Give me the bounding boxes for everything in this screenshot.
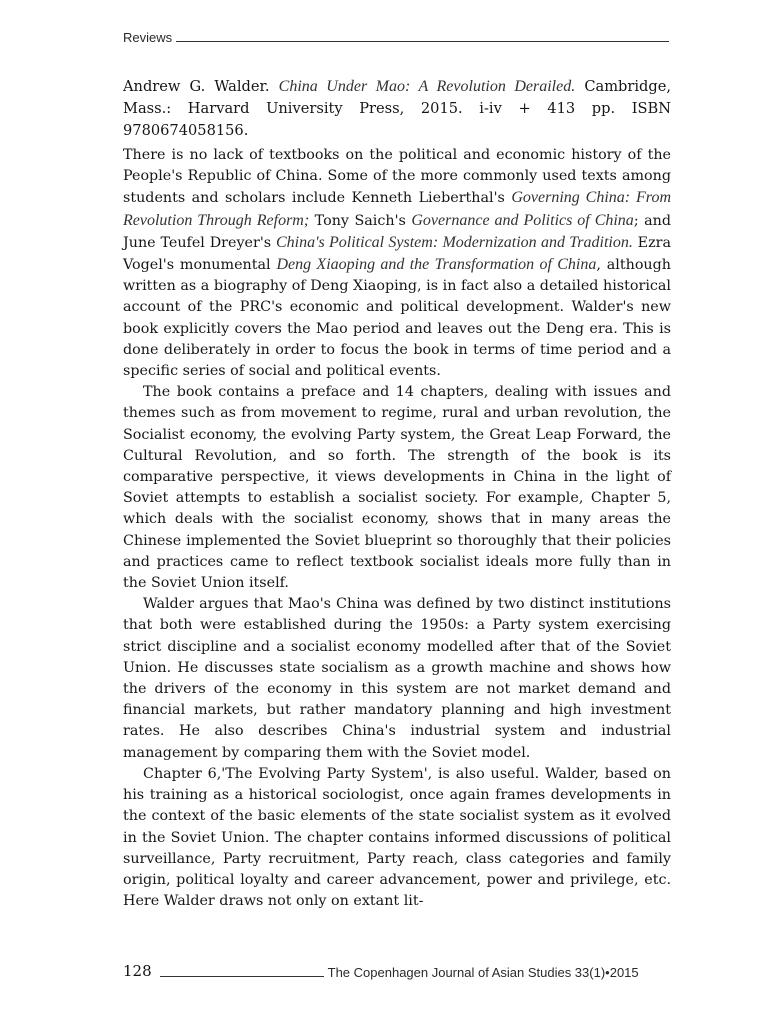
citation-book-title: China Under Mao: A Revolution Derailed. — [278, 78, 576, 95]
paragraph-text: Ezra Vogel's monumental — [123, 234, 672, 274]
review-paragraph — [123, 145, 671, 382]
italic-title: Deng Xiaoping and the Transformation of China — [276, 256, 597, 274]
paragraph-text: Tony Saich's — [309, 212, 412, 229]
paragraph-text: , although written as a biography of Deng Xiaoping, is in fact also a detailed historical account of the PRC's economic and political development. Walder's new book explicitly covers the Mao period and leaves out the Deng era. This is done deliberately in order to focus the book in terms of time period and a specific series of social and political events. — [123, 257, 672, 380]
book-citation: Andrew G. Walder. China Under Mao: A Revolution Derailed. Cambridge, Mass.: Harvard University Press, 2015. i-iv + 413 pp. ISBN 9780674058156. — [123, 78, 671, 139]
page-number: 128 — [123, 962, 152, 980]
citation-publication: Cambridge, Mass.: Harvard University Press, 2015. i-iv + 413 pp. ISBN 9780674058156. — [123, 78, 671, 139]
review-paragraph — [123, 382, 671, 594]
review-paragraph — [123, 594, 671, 764]
paragraph-text: There is no lack of textbooks on the political and economic history of the People's Republic of China. Some of the more commonly used texts among students and scholars include Kenneth Lieberthal's — [123, 147, 671, 207]
footer-rule — [160, 976, 324, 977]
paragraph-text: ; and June Teufel Dreyer's — [123, 212, 672, 251]
paragraph-text: Chapter 6,'The Evolving Party System', is also useful. Walder, based on his training as a historical sociologist, once again frames developments in the context of the basic elements of the state socialist system as it evolved in the Soviet Union. The chapter contains informed discussions of political surveillance, Party recruitment, Party reach, class categories and family origin, political loyalty and career advancement, power and privilege, etc. Here Walder draws not only on extant lit- — [123, 765, 671, 910]
italic-title: Governance and Politics of China — [411, 211, 634, 229]
running-header — [123, 30, 669, 45]
header-rule — [176, 41, 669, 42]
paragraph-text: Walder argues that Mao's China was defined by two distinct institutions that both were established during the 1950s: a Party system exercising strict discipline and a socialist economy modelled after that of the Soviet Union. He discusses state socialism as a growth machine and shows how the drivers of the economy in this system are not market demand and financial markets, but rather mandatory planning and high investment rates. He also describes China's industrial system and industrial management by comparing them with the Soviet model. — [123, 596, 671, 761]
paragraph-text: The book contains a preface and 14 chapters, dealing with issues and themes such as from movement to regime, rural and urban revolution, the Socialist economy, the evolving Party system, the Great Leap Forward, the Cultural Revolution, and so forth. The strength of the book is its comparative perspective, it views developments in China in the light of Soviet attempts to establish a socialist society. For example, Chapter 5, which deals with the socialist economy, shows that in many areas the Chinese implemented the Soviet blueprint so thoroughly that their policies and practices came to reflect textbook socialist ideals more fully than in the Soviet Union itself. — [123, 384, 671, 592]
italic-title: Governing China: From Revolution Through Reform; — [123, 189, 671, 229]
citation-author: Andrew G. Walder — [123, 78, 265, 95]
page-footer — [123, 962, 669, 980]
italic-title: China's Political System: Modernization and Tradition. — [275, 233, 633, 251]
review-body — [123, 145, 671, 912]
review-paragraph — [123, 764, 671, 912]
section-label: Reviews — [123, 30, 173, 45]
journal-name: The Copenhagen Journal of Asian Studies 33(1)•2015 — [327, 965, 639, 980]
